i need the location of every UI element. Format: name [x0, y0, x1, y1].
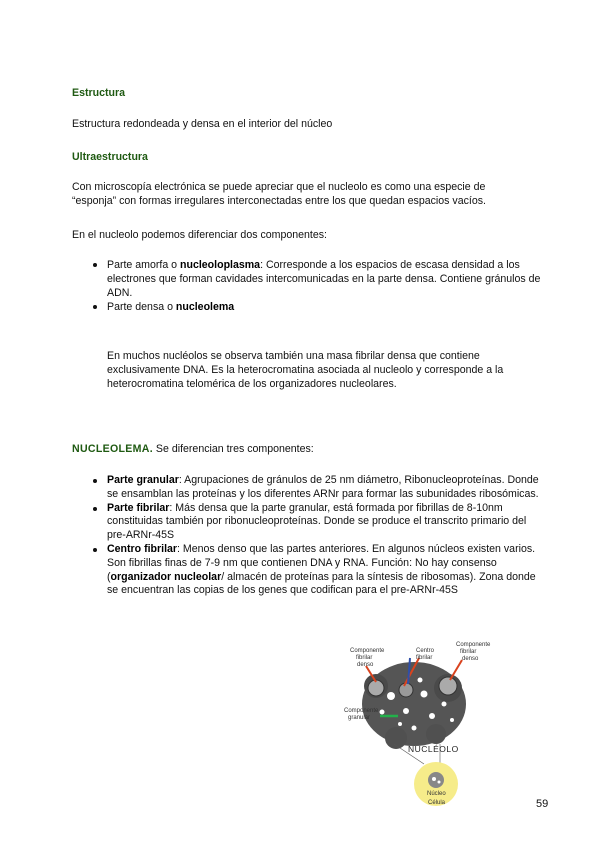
ultrastructure-heading: Ultraestructura — [72, 151, 148, 163]
nucleolema-intro — [72, 442, 542, 456]
label-dense-fibrillar-left-2: fibrilar — [356, 655, 373, 661]
figure-title: NUCLÉOLO — [408, 744, 459, 754]
structure-heading: Estructura — [72, 87, 125, 99]
item-prefix: Parte amorfa o — [107, 259, 181, 271]
item-term: nucleoloplasma — [180, 259, 261, 271]
heterochromatin-note: En muchos nucléolos se observa también una masa fibrilar densa que contiene exclusivamente DNA. Es la heterocromatina asociada al nucleolo y corresponde a la heterocromatina telomérica de los organizadores nucleolares. — [107, 350, 504, 390]
nucleolema-intro-text: Se diferencian tres componentes: — [152, 443, 314, 455]
label-dense-fibrillar-right-1: Componente — [456, 642, 491, 648]
item-term: Centro fibrilar — [107, 542, 178, 555]
list-item — [92, 300, 552, 314]
list-item — [92, 543, 548, 598]
item-prefix: Parte densa o — [107, 301, 176, 313]
item-term: nucleolema — [175, 301, 235, 313]
nucleolema-list — [92, 474, 548, 598]
label-fibrillar-center-2: fibrilar — [416, 655, 433, 661]
item-text-2: / almacén de proteínas para la síntesis de ribosomas). Zona donde se encuentran las copias de los genes que codifican para el pre-ARNr-45S — [107, 570, 536, 597]
label-dense-fibrillar-left-3: denso — [357, 662, 374, 668]
list-item — [92, 502, 548, 543]
nucleolus-diagram — [336, 636, 506, 806]
list-item — [92, 258, 552, 300]
nucleolus-figure — [336, 636, 506, 806]
item-text: : Más densa que la parte granular, está formada por fibrillas de 8-10nm constituidas también por ribonucleoproteínas. Donde se produce el transcrito primario del pre-ARNr-45S — [107, 501, 527, 542]
list-item — [92, 474, 548, 502]
nucleus-circle — [428, 772, 444, 788]
ultrastructure-text: Con microscopía electrónica se puede apreciar que el nucleolo es como una especie de “esponja” con formas irregulares interconectadas entre los que quedan espacios vacíos. — [72, 181, 486, 207]
item-term: Parte fibrilar — [107, 501, 170, 514]
nucleolema-heading: NUCLEOLEMA. — [72, 443, 153, 455]
item-text: : Agrupaciones de gránulos de 25 nm diámetro, Ribonucleoproteínas. Donde se ensamblan las proteínas y los diferentes ARNr para formar las subunidades ribosómicas. — [107, 474, 539, 500]
label-cell: Célula — [428, 800, 446, 806]
nucleolus-body — [362, 662, 466, 749]
label-dense-fibrillar-left-1: Componente — [350, 648, 385, 654]
item-text: : Corresponde a los espacios de escasa densidad a los electrones que forman cavidades intercomunicadas en la parte densa. Contiene gránulos de ADN. — [107, 259, 541, 299]
item-term-2: organizador nucleolar — [110, 570, 222, 583]
label-granular-2: granular — [348, 715, 371, 721]
label-granular-1: Componente — [344, 708, 379, 714]
item-text: : Menos denso que las partes anteriores. En algunos núcleos existen varios. Son fibrillas finas de 7-9 nm que contienen DNA y RNA. Función: No hay consenso ( — [107, 542, 536, 583]
structure-text: Estructura redondeada y densa en el interior del núcleo — [72, 118, 333, 130]
item-term: Parte granular — [107, 474, 179, 486]
label-nucleus: Núcleo — [427, 791, 446, 797]
label-dense-fibrillar-right-2: fibrilar — [460, 649, 477, 655]
components-list — [92, 258, 552, 314]
page-number: 59 — [536, 798, 549, 810]
label-fibrillar-center-1: Centro — [416, 648, 435, 654]
label-dense-fibrillar-right-3: denso — [462, 656, 479, 662]
ultrastructure-intro: En el nucleolo podemos diferenciar dos componentes: — [72, 229, 327, 241]
